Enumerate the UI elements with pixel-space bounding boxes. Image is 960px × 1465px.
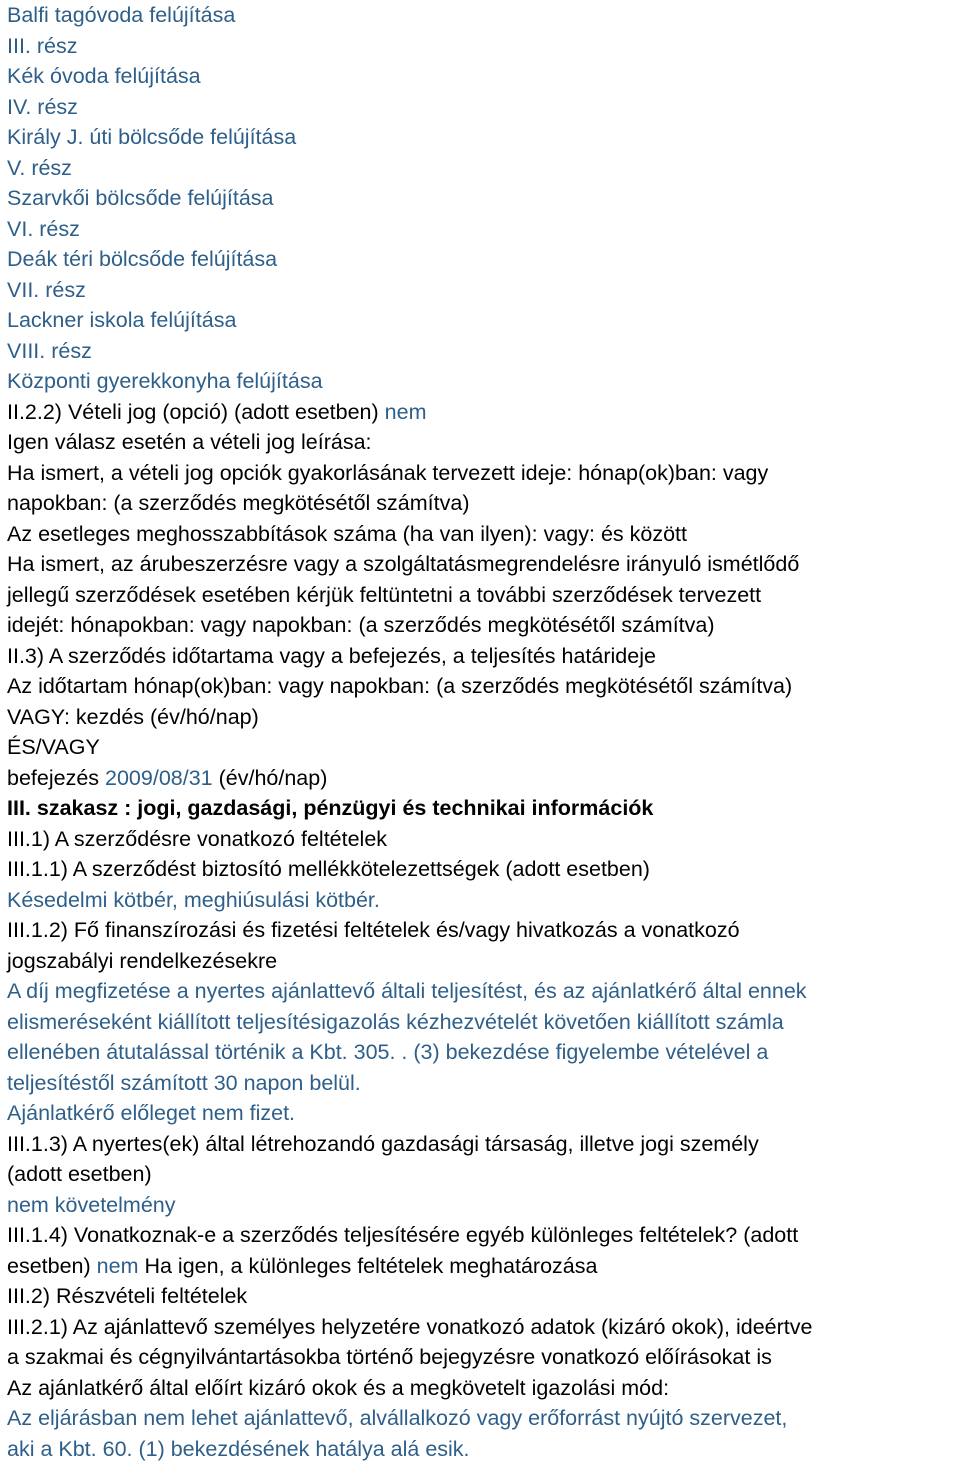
- text-segment: III.1.2) Fő finanszírozási és fizetési feltételek és/vagy hivatkozás a vonatkozó: [7, 918, 740, 942]
- text-segment: III.2) Részvételi feltételek: [7, 1284, 248, 1308]
- text-line: [7, 153, 960, 184]
- text-segment: A díj megfizetése a nyertes ajánlattevő általi teljesítést, és az ajánlatkérő által ennek: [7, 979, 807, 1003]
- text-segment: III.1.3) A nyertes(ek) által létrehozandó gazdasági társaság, illetve jogi személy: [7, 1131, 759, 1156]
- text-line: [7, 427, 960, 458]
- text-segment: Az eljárásban nem lehet ajánlattevő, alvállalkozó vagy erőforrást nyújtó szervezet,: [7, 1406, 788, 1430]
- text-line: [7, 92, 960, 123]
- text-line: [7, 1342, 960, 1373]
- text-line: [7, 1373, 960, 1404]
- text-line: [7, 275, 960, 306]
- text-segment: Késedelmi kötbér, meghiúsulási kötbér.: [7, 887, 380, 912]
- text-segment: Lackner iskola felújítása: [7, 308, 237, 332]
- text-line: [7, 1098, 960, 1129]
- text-line: [7, 763, 960, 794]
- text-line: [7, 824, 960, 855]
- text-line: [7, 1251, 960, 1282]
- text-segment: elismeréseként kiállított teljesítésigazolás kézhezvételét követően kiállított számla: [7, 1009, 784, 1034]
- text-segment: nem: [384, 399, 427, 424]
- text-line: [7, 946, 960, 977]
- text-segment: III. szakasz : jogi, gazdasági, pénzügyi és technikai információk: [7, 796, 654, 820]
- text-line: [7, 366, 960, 397]
- text-segment: III.1.4) Vonatkoznak-e a szerződés teljesítésére egyéb különleges feltételek? (adott: [7, 1223, 799, 1247]
- text-segment: nem követelmény: [7, 1192, 176, 1217]
- text-segment: Balfi tagóvoda felújítása: [7, 3, 236, 27]
- text-line: [7, 976, 960, 1007]
- text-segment: Ajánlatkérő előleget nem fizet.: [7, 1101, 296, 1125]
- text-line: [7, 214, 960, 245]
- text-segment: napokban: (a szerződés megkötésétől számítva): [7, 491, 470, 515]
- text-segment: VIII. rész: [7, 338, 92, 363]
- text-segment: Az időtartam hónap(ok)ban: vagy napokban: (a szerződés megkötésétől számítva): [7, 674, 793, 698]
- text-segment: teljesítéstől számított 30 napon belül.: [7, 1070, 361, 1095]
- text-line: [7, 1312, 960, 1343]
- text-segment: esetben): [7, 1253, 97, 1278]
- text-segment: III.2.1) Az ajánlattevő személyes helyzetére vonatkozó adatok (kizáró okok), ideértve: [7, 1314, 813, 1339]
- text-segment: VAGY: kezdés (év/hó/nap): [7, 704, 259, 729]
- text-line: [7, 244, 960, 275]
- text-segment: Igen válasz esetén a vételi jog leírása:: [7, 430, 372, 454]
- text-segment: ellenében átutalással történik a Kbt. 305. . (3) bekezdése figyelembe vételével a: [7, 1040, 769, 1064]
- text-line: [7, 1220, 960, 1251]
- text-segment: Szarvkői bölcsőde felújítása: [7, 186, 274, 210]
- text-line: [7, 1068, 960, 1099]
- text-line: [7, 0, 960, 31]
- text-segment: idejét: hónapokban: vagy napokban: (a szerződés megkötésétől számítva): [7, 613, 715, 637]
- text-segment: Központi gyerekkonyha felújítása: [7, 369, 323, 393]
- text-segment: Király J. úti bölcsőde felújítása: [7, 125, 297, 149]
- text-segment: IV. rész: [7, 94, 78, 119]
- text-segment: VI. rész: [7, 216, 80, 241]
- text-line: [7, 31, 960, 62]
- text-line: [7, 610, 960, 641]
- text-line: [7, 1007, 960, 1038]
- text-line: [7, 854, 960, 885]
- text-line: [7, 397, 960, 428]
- text-line: [7, 1403, 960, 1434]
- text-line: [7, 580, 960, 611]
- text-segment: III.1) A szerződésre vonatkozó feltételek: [7, 826, 388, 851]
- text-line: [7, 671, 960, 702]
- text-line: [7, 336, 960, 367]
- text-segment: (év/hó/nap): [212, 765, 328, 790]
- text-line: [7, 61, 960, 92]
- text-line: [7, 305, 960, 336]
- text-segment: VII. rész: [7, 277, 86, 302]
- text-segment: Ha ismert, a vételi jog opciók gyakorlásának tervezett ideje: hónap(ok)ban: vagy: [7, 460, 769, 485]
- text-line: [7, 1190, 960, 1221]
- text-line: [7, 702, 960, 733]
- text-segment: (adott esetben): [7, 1162, 152, 1186]
- text-line: [7, 1159, 960, 1190]
- text-segment: nem: [96, 1253, 139, 1278]
- text-segment: jogszabályi rendelkezésekre: [7, 948, 278, 973]
- text-line: [7, 1281, 960, 1312]
- text-line: [7, 732, 960, 763]
- text-segment: ÉS/VAGY: [7, 735, 100, 759]
- text-line: [7, 122, 960, 153]
- text-segment: 2009/08/31: [105, 765, 213, 790]
- text-segment: V. rész: [7, 155, 72, 180]
- text-segment: Az ajánlatkérő által előírt kizáró okok és a megkövetelt igazolási mód:: [7, 1375, 670, 1400]
- text-line: [7, 885, 960, 916]
- text-line: [7, 641, 960, 672]
- text-line: [7, 1129, 960, 1160]
- text-line: [7, 915, 960, 946]
- text-line: [7, 1434, 960, 1465]
- text-segment: II.2.2) Vételi jog (opció) (adott esetben): [7, 399, 385, 424]
- text-segment: a szakmai és cégnyilvántartásokba történő bejegyzésre vonatkozó előírásokat is: [7, 1345, 772, 1369]
- text-segment: Deák téri bölcsőde felújítása: [7, 247, 278, 271]
- text-segment: aki a Kbt. 60. (1) bekezdésének hatálya alá esik.: [7, 1436, 470, 1461]
- text-segment: III. rész: [7, 33, 78, 58]
- text-line: [7, 549, 960, 580]
- text-segment: Az esetleges meghosszabbítások száma (ha van ilyen): vagy: és között: [7, 521, 687, 546]
- text-line: [7, 183, 960, 214]
- text-segment: Ha igen, a különleges feltételek meghatározása: [138, 1253, 598, 1278]
- text-line: [7, 1037, 960, 1068]
- text-segment: befejezés: [7, 765, 106, 790]
- text-segment: II.3) A szerződés időtartama vagy a befejezés, a teljesítés határideje: [7, 643, 656, 668]
- text-line: [7, 458, 960, 489]
- text-line: [7, 793, 960, 824]
- text-line: [7, 519, 960, 550]
- text-line: [7, 488, 960, 519]
- text-segment: III.1.1) A szerződést biztosító mellékkötelezettségek (adott esetben): [7, 857, 650, 881]
- text-segment: Ha ismert, az árubeszerzésre vagy a szolgáltatásmegrendelésre irányuló ismétlődő: [7, 552, 800, 576]
- text-segment: jellegű szerződések esetében kérjük feltüntetni a további szerződések tervezett: [7, 582, 762, 607]
- text-segment: Kék óvoda felújítása: [7, 64, 201, 88]
